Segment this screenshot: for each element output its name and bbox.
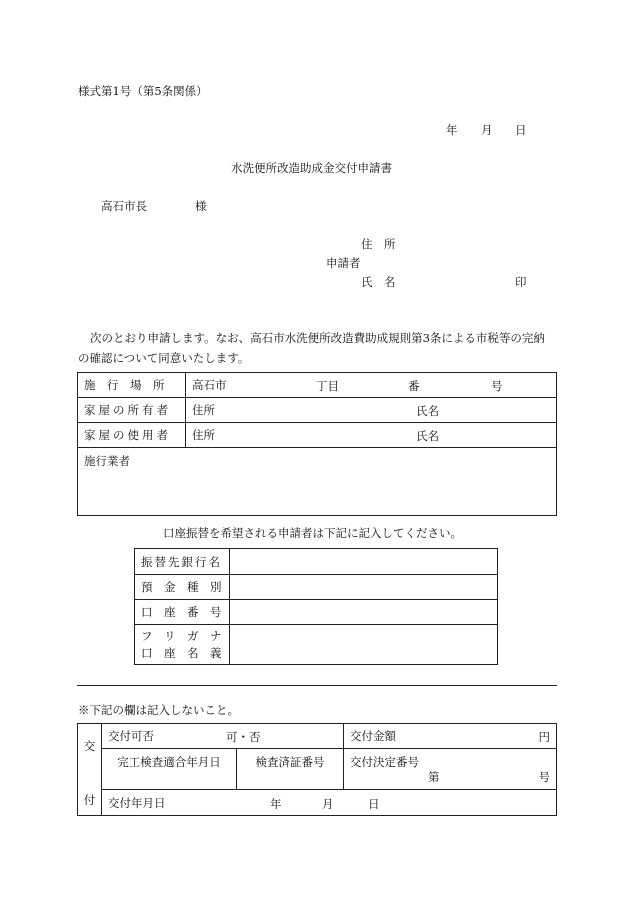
address-label: 住 所 — [361, 237, 396, 251]
site-city: 高石市 — [192, 378, 227, 392]
statement-line-2: の確認について同意いたします。 — [78, 351, 250, 365]
site-chome: 丁目 — [316, 379, 339, 393]
user-name: 氏名 — [416, 429, 439, 443]
side-bottom-char: 付 — [83, 793, 96, 807]
user-row — [78, 423, 557, 448]
owner-row — [78, 398, 557, 423]
side-top-char: 交 — [83, 739, 96, 753]
amount-label: 交付金額 — [350, 729, 396, 743]
inspection-number-field — [237, 749, 344, 790]
honorific: 様 — [195, 199, 207, 213]
decision-number-label: 交付決定番号 — [350, 755, 419, 769]
account-holder-field[interactable] — [230, 625, 498, 665]
site-field[interactable] — [186, 373, 557, 398]
issue-month: 月 — [322, 797, 334, 811]
amount-unit: 円 — [538, 730, 550, 744]
office-table — [77, 723, 557, 816]
divider — [77, 685, 557, 686]
approval-label: 交付可否 — [108, 729, 154, 743]
name-label: 氏 名 — [361, 275, 396, 289]
issue-day: 日 — [368, 797, 380, 811]
issue-year: 年 — [270, 797, 282, 811]
amount-field — [344, 724, 557, 749]
decision-go: 号 — [538, 770, 550, 784]
user-field[interactable] — [186, 423, 557, 448]
account-holder-label: 口 座 名 義 — [141, 645, 222, 660]
bank-name-label: 振替先銀行名 — [135, 549, 230, 575]
bank-table — [134, 548, 498, 665]
date-day-label: 日 — [515, 123, 527, 137]
bank-name-row — [135, 549, 498, 575]
approval-value: 可・否 — [226, 730, 261, 744]
bank-name-field[interactable] — [230, 549, 498, 575]
addressee: 高石市長 — [101, 199, 147, 213]
deposit-type-label: 預 金 種 別 — [135, 575, 230, 600]
contractor-label: 施行業者 — [84, 454, 130, 468]
application-table — [77, 372, 557, 516]
user-label: 家屋の使用者 — [78, 423, 186, 448]
issue-date-field — [102, 790, 557, 816]
contractor-field[interactable] — [78, 448, 557, 516]
seal-mark: 印 — [515, 275, 527, 289]
site-row — [78, 373, 557, 398]
approval-field — [102, 724, 344, 749]
account-holder-row — [135, 625, 498, 665]
account-number-row — [135, 600, 498, 625]
inspection-date-label: 完工検査適合年月日 — [117, 755, 221, 769]
site-go: 号 — [491, 379, 503, 393]
form-number: 様式第1号（第5条関係） — [78, 84, 208, 98]
date-year-label: 年 — [446, 123, 458, 137]
owner-name: 氏名 — [416, 404, 439, 418]
applicant-role-label: 申請者 — [326, 256, 361, 270]
furigana-label: フ リ ガ ナ — [141, 628, 222, 643]
owner-field[interactable] — [186, 398, 557, 423]
site-label: 施 行 場 所 — [78, 373, 186, 398]
office-note: ※下記の欄は記入しないこと。 — [78, 703, 239, 717]
decision-number-field — [344, 749, 557, 790]
deposit-type-row — [135, 575, 498, 600]
account-number-field[interactable] — [230, 600, 498, 625]
issue-date-label: 交付年月日 — [108, 795, 166, 810]
contractor-row — [78, 448, 557, 516]
document-title: 水洗便所改造助成金交付申請書 — [231, 161, 392, 175]
inspection-date-field — [102, 749, 237, 790]
office-side-label — [78, 724, 102, 816]
decision-dai: 第 — [428, 770, 440, 784]
owner-label: 家屋の所有者 — [78, 398, 186, 423]
date-month-label: 月 — [481, 123, 493, 137]
deposit-type-field[interactable] — [230, 575, 498, 600]
statement-line-1: 次のとおり申請します。なお、高石市水洗便所改造費助成規則第3条による市税等の完納 — [90, 331, 545, 345]
owner-address: 住所 — [192, 403, 215, 417]
bank-note: 口座振替を希望される申請者は下記に記入してください。 — [163, 526, 462, 540]
inspection-number-label: 検査済証番号 — [255, 755, 325, 769]
account-number-label: 口 座 番 号 — [135, 600, 230, 625]
site-ban: 番 — [408, 379, 420, 393]
user-address: 住所 — [192, 428, 215, 442]
